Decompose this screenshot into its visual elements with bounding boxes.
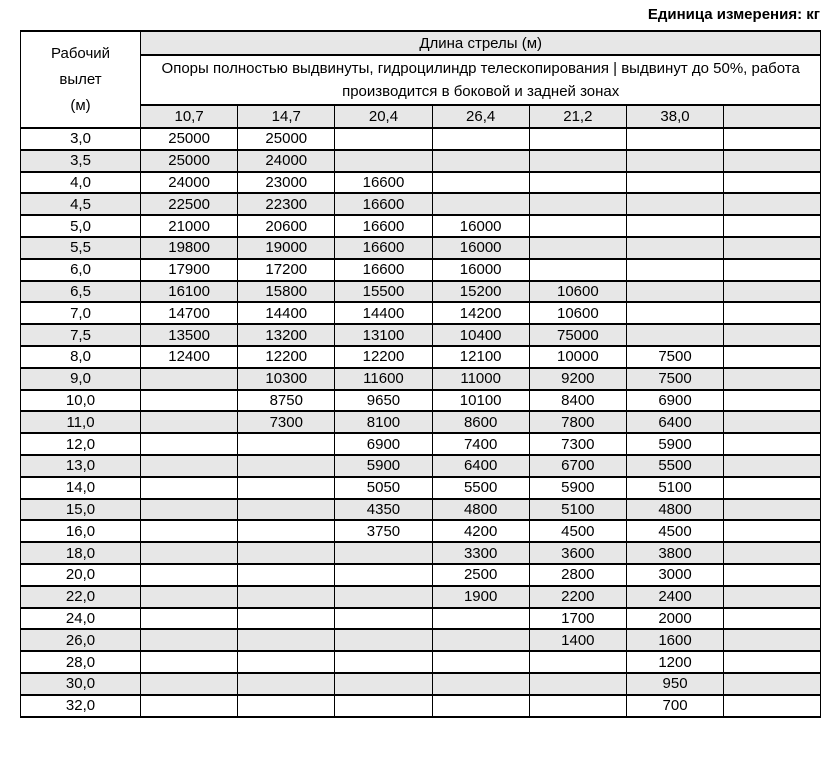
load-value-cell: 5900 xyxy=(626,433,723,455)
load-value-cell xyxy=(724,193,821,215)
load-value-cell xyxy=(724,390,821,412)
load-value-cell xyxy=(529,673,626,695)
load-value-cell: 6900 xyxy=(335,433,432,455)
load-value-cell xyxy=(724,542,821,564)
table-row xyxy=(21,477,821,499)
working-reach-cell: 13,0 xyxy=(21,455,141,477)
load-value-cell: 13500 xyxy=(141,324,238,346)
working-reach-cell: 24,0 xyxy=(21,608,141,630)
load-value-cell: 4800 xyxy=(432,499,529,521)
load-value-cell xyxy=(335,695,432,717)
load-value-cell: 6400 xyxy=(626,411,723,433)
working-reach-cell: 28,0 xyxy=(21,651,141,673)
load-value-cell: 20600 xyxy=(238,215,335,237)
table-row xyxy=(21,324,821,346)
load-value-cell xyxy=(529,237,626,259)
load-value-cell xyxy=(529,695,626,717)
load-value-cell xyxy=(626,259,723,281)
boom-length-column-header: 38,0 xyxy=(626,105,723,128)
working-reach-cell: 6,0 xyxy=(21,259,141,281)
load-value-cell xyxy=(724,499,821,521)
load-value-cell: 950 xyxy=(626,673,723,695)
load-value-cell: 6900 xyxy=(626,390,723,412)
load-value-cell xyxy=(724,281,821,303)
load-value-cell: 4200 xyxy=(432,520,529,542)
table-row xyxy=(21,346,821,368)
load-value-cell xyxy=(724,455,821,477)
load-value-cell xyxy=(335,586,432,608)
load-value-cell: 15200 xyxy=(432,281,529,303)
load-value-cell: 6700 xyxy=(529,455,626,477)
load-value-cell: 5900 xyxy=(529,477,626,499)
boom-length-column-header: 21,2 xyxy=(529,105,626,128)
table-row xyxy=(21,499,821,521)
load-value-cell xyxy=(724,368,821,390)
boom-length-column-header: 10,7 xyxy=(141,105,238,128)
load-value-cell: 15500 xyxy=(335,281,432,303)
load-value-cell: 12100 xyxy=(432,346,529,368)
table-row xyxy=(21,368,821,390)
load-value-cell: 25000 xyxy=(238,128,335,150)
load-value-cell xyxy=(432,128,529,150)
load-value-cell xyxy=(432,193,529,215)
working-reach-cell: 3,5 xyxy=(21,150,141,172)
table-row xyxy=(21,433,821,455)
load-value-cell xyxy=(238,520,335,542)
load-value-cell xyxy=(724,564,821,586)
load-value-cell xyxy=(724,324,821,346)
load-value-cell xyxy=(724,237,821,259)
working-reach-cell: 16,0 xyxy=(21,520,141,542)
load-value-cell xyxy=(238,542,335,564)
load-value-cell: 7500 xyxy=(626,346,723,368)
load-value-cell: 24000 xyxy=(141,172,238,194)
load-value-cell xyxy=(238,695,335,717)
load-value-cell: 14700 xyxy=(141,302,238,324)
load-value-cell: 19800 xyxy=(141,237,238,259)
load-value-cell: 16600 xyxy=(335,237,432,259)
load-value-cell: 10400 xyxy=(432,324,529,346)
load-value-cell xyxy=(141,433,238,455)
boom-length-values-row xyxy=(21,105,821,128)
load-value-cell xyxy=(626,172,723,194)
load-value-cell xyxy=(238,433,335,455)
load-value-cell xyxy=(724,651,821,673)
load-value-cell: 1400 xyxy=(529,629,626,651)
working-reach-cell: 9,0 xyxy=(21,368,141,390)
table-row xyxy=(21,215,821,237)
load-value-cell xyxy=(238,564,335,586)
load-value-cell xyxy=(432,695,529,717)
load-value-cell: 16000 xyxy=(432,237,529,259)
working-reach-cell: 22,0 xyxy=(21,586,141,608)
load-value-cell xyxy=(724,346,821,368)
load-value-cell: 7500 xyxy=(626,368,723,390)
load-value-cell: 700 xyxy=(626,695,723,717)
working-reach-cell: 7,0 xyxy=(21,302,141,324)
load-value-cell: 9650 xyxy=(335,390,432,412)
working-reach-header-line1: Рабочий xyxy=(50,44,111,62)
load-value-cell: 6400 xyxy=(432,455,529,477)
load-value-cell xyxy=(529,128,626,150)
load-value-cell: 8400 xyxy=(529,390,626,412)
load-value-cell: 3000 xyxy=(626,564,723,586)
load-value-cell xyxy=(141,477,238,499)
load-value-cell: 16000 xyxy=(432,215,529,237)
load-value-cell xyxy=(724,695,821,717)
table-row xyxy=(21,150,821,172)
load-value-cell xyxy=(529,193,626,215)
load-value-cell: 16100 xyxy=(141,281,238,303)
load-value-cell xyxy=(724,172,821,194)
working-reach-header-line2: вылет xyxy=(59,70,102,88)
load-value-cell: 2200 xyxy=(529,586,626,608)
load-value-cell xyxy=(141,520,238,542)
load-value-cell xyxy=(335,128,432,150)
load-value-cell: 12200 xyxy=(238,346,335,368)
load-value-cell xyxy=(724,608,821,630)
load-value-cell xyxy=(141,390,238,412)
load-value-cell: 5100 xyxy=(529,499,626,521)
working-reach-cell: 8,0 xyxy=(21,346,141,368)
table-row xyxy=(21,586,821,608)
load-value-cell: 4500 xyxy=(626,520,723,542)
load-value-cell: 1200 xyxy=(626,651,723,673)
load-value-cell xyxy=(141,455,238,477)
load-value-cell: 10600 xyxy=(529,302,626,324)
working-reach-cell: 10,0 xyxy=(21,390,141,412)
load-value-cell xyxy=(529,651,626,673)
load-value-cell xyxy=(724,411,821,433)
load-value-cell: 7300 xyxy=(238,411,335,433)
load-value-cell xyxy=(141,673,238,695)
load-value-cell xyxy=(141,368,238,390)
load-value-cell xyxy=(626,128,723,150)
load-value-cell xyxy=(238,455,335,477)
outrigger-condition-header: Опоры полностью выдвинуты, гидроцилиндр телескопирования | выдвинут до 50%, работа производится в боковой и задней зонах xyxy=(141,55,821,105)
working-reach-cell: 11,0 xyxy=(21,411,141,433)
load-value-cell xyxy=(141,586,238,608)
load-value-cell: 13200 xyxy=(238,324,335,346)
load-value-cell xyxy=(141,542,238,564)
load-capacity-table xyxy=(20,30,821,718)
load-value-cell: 7300 xyxy=(529,433,626,455)
unit-of-measure-label: Единица измерения: кг xyxy=(647,6,820,23)
load-value-cell xyxy=(626,150,723,172)
load-value-cell: 16600 xyxy=(335,259,432,281)
load-value-cell: 5900 xyxy=(335,455,432,477)
working-reach-cell: 4,5 xyxy=(21,193,141,215)
table-row xyxy=(21,564,821,586)
load-value-cell xyxy=(432,150,529,172)
load-value-cell xyxy=(432,651,529,673)
load-value-cell: 9200 xyxy=(529,368,626,390)
load-value-cell xyxy=(626,193,723,215)
load-value-cell: 14200 xyxy=(432,302,529,324)
table-row xyxy=(21,193,821,215)
load-value-cell: 1900 xyxy=(432,586,529,608)
table-row xyxy=(21,542,821,564)
table-row xyxy=(21,259,821,281)
working-reach-cell: 14,0 xyxy=(21,477,141,499)
load-value-cell xyxy=(529,172,626,194)
load-value-cell: 14400 xyxy=(335,302,432,324)
table-row xyxy=(21,302,821,324)
load-value-cell: 8750 xyxy=(238,390,335,412)
load-value-cell: 25000 xyxy=(141,150,238,172)
load-values-body xyxy=(21,128,821,717)
load-value-cell xyxy=(238,586,335,608)
load-value-cell: 10600 xyxy=(529,281,626,303)
load-value-cell xyxy=(626,281,723,303)
load-value-cell: 21000 xyxy=(141,215,238,237)
load-value-cell: 11000 xyxy=(432,368,529,390)
load-value-cell: 1700 xyxy=(529,608,626,630)
load-value-cell: 2400 xyxy=(626,586,723,608)
load-value-cell: 4800 xyxy=(626,499,723,521)
load-value-cell: 16600 xyxy=(335,193,432,215)
load-value-cell xyxy=(724,215,821,237)
load-value-cell: 14400 xyxy=(238,302,335,324)
load-value-cell: 10000 xyxy=(529,346,626,368)
table-row xyxy=(21,608,821,630)
table-row xyxy=(21,172,821,194)
working-reach-cell: 30,0 xyxy=(21,673,141,695)
load-value-cell xyxy=(529,215,626,237)
load-value-cell: 2000 xyxy=(626,608,723,630)
load-value-cell xyxy=(626,324,723,346)
load-value-cell xyxy=(335,608,432,630)
load-value-cell: 8600 xyxy=(432,411,529,433)
load-value-cell xyxy=(238,608,335,630)
load-value-cell xyxy=(141,608,238,630)
table-row xyxy=(21,281,821,303)
table-row xyxy=(21,455,821,477)
boom-length-header: Длина стрелы (м) xyxy=(141,31,821,55)
load-value-cell: 7800 xyxy=(529,411,626,433)
load-value-cell xyxy=(335,673,432,695)
working-reach-cell: 5,5 xyxy=(21,237,141,259)
working-reach-cell: 20,0 xyxy=(21,564,141,586)
table-row xyxy=(21,651,821,673)
load-value-cell: 11600 xyxy=(335,368,432,390)
working-reach-cell: 6,5 xyxy=(21,281,141,303)
load-value-cell xyxy=(724,520,821,542)
load-value-cell xyxy=(432,608,529,630)
working-reach-cell: 7,5 xyxy=(21,324,141,346)
load-value-cell xyxy=(238,673,335,695)
load-value-cell: 3800 xyxy=(626,542,723,564)
load-value-cell xyxy=(724,629,821,651)
load-value-cell xyxy=(238,629,335,651)
load-value-cell: 17200 xyxy=(238,259,335,281)
load-value-cell: 5050 xyxy=(335,477,432,499)
load-value-cell xyxy=(529,259,626,281)
boom-length-column-header: 14,7 xyxy=(238,105,335,128)
load-value-cell xyxy=(238,499,335,521)
load-value-cell xyxy=(141,411,238,433)
load-value-cell xyxy=(724,259,821,281)
table-row xyxy=(21,695,821,717)
load-value-cell: 2500 xyxy=(432,564,529,586)
load-value-cell: 13100 xyxy=(335,324,432,346)
load-value-cell: 15800 xyxy=(238,281,335,303)
load-value-cell xyxy=(335,651,432,673)
load-value-cell xyxy=(141,499,238,521)
load-value-cell: 10100 xyxy=(432,390,529,412)
load-value-cell xyxy=(141,629,238,651)
load-value-cell xyxy=(626,237,723,259)
load-value-cell xyxy=(432,629,529,651)
load-value-cell: 4500 xyxy=(529,520,626,542)
working-reach-cell: 15,0 xyxy=(21,499,141,521)
load-value-cell: 22300 xyxy=(238,193,335,215)
table-row xyxy=(21,237,821,259)
load-value-cell xyxy=(141,695,238,717)
load-value-cell xyxy=(724,586,821,608)
load-value-cell: 23000 xyxy=(238,172,335,194)
load-value-cell: 12400 xyxy=(141,346,238,368)
load-value-cell xyxy=(238,651,335,673)
load-value-cell: 5100 xyxy=(626,477,723,499)
boom-length-column-header xyxy=(724,105,821,128)
load-value-cell: 5500 xyxy=(432,477,529,499)
load-value-cell xyxy=(335,564,432,586)
load-value-cell: 7400 xyxy=(432,433,529,455)
load-value-cell: 10300 xyxy=(238,368,335,390)
load-value-cell: 2800 xyxy=(529,564,626,586)
working-reach-cell: 4,0 xyxy=(21,172,141,194)
table-row xyxy=(21,673,821,695)
load-value-cell xyxy=(724,128,821,150)
load-value-cell xyxy=(724,150,821,172)
load-value-cell xyxy=(626,302,723,324)
load-value-cell xyxy=(724,477,821,499)
load-value-cell xyxy=(626,215,723,237)
load-value-cell xyxy=(141,651,238,673)
load-value-cell: 16600 xyxy=(335,172,432,194)
table-row xyxy=(21,629,821,651)
load-value-cell: 5500 xyxy=(626,455,723,477)
table-row xyxy=(21,390,821,412)
boom-length-column-header: 20,4 xyxy=(335,105,432,128)
load-value-cell xyxy=(432,172,529,194)
working-reach-cell: 18,0 xyxy=(21,542,141,564)
working-reach-cell: 5,0 xyxy=(21,215,141,237)
table-row xyxy=(21,411,821,433)
load-value-cell: 1600 xyxy=(626,629,723,651)
boom-length-column-header: 26,4 xyxy=(432,105,529,128)
load-value-cell xyxy=(238,477,335,499)
working-reach-cell: 12,0 xyxy=(21,433,141,455)
load-value-cell: 75000 xyxy=(529,324,626,346)
load-value-cell xyxy=(335,629,432,651)
load-value-cell: 3600 xyxy=(529,542,626,564)
boom-length-title-row xyxy=(21,31,821,55)
load-value-cell xyxy=(529,150,626,172)
working-reach-cell: 26,0 xyxy=(21,629,141,651)
load-value-cell xyxy=(432,673,529,695)
load-value-cell xyxy=(335,542,432,564)
load-value-cell: 24000 xyxy=(238,150,335,172)
load-value-cell: 19000 xyxy=(238,237,335,259)
load-value-cell: 25000 xyxy=(141,128,238,150)
load-value-cell: 3300 xyxy=(432,542,529,564)
load-value-cell: 17900 xyxy=(141,259,238,281)
load-value-cell: 16000 xyxy=(432,259,529,281)
load-value-cell xyxy=(724,302,821,324)
working-reach-cell: 32,0 xyxy=(21,695,141,717)
load-value-cell xyxy=(724,673,821,695)
load-value-cell xyxy=(335,150,432,172)
working-reach-cell: 3,0 xyxy=(21,128,141,150)
load-value-cell: 4350 xyxy=(335,499,432,521)
working-reach-header xyxy=(21,31,141,128)
load-value-cell xyxy=(724,433,821,455)
load-value-cell: 8100 xyxy=(335,411,432,433)
load-value-cell: 3750 xyxy=(335,520,432,542)
load-value-cell: 16600 xyxy=(335,215,432,237)
table-row xyxy=(21,520,821,542)
table-row xyxy=(21,128,821,150)
load-value-cell: 22500 xyxy=(141,193,238,215)
load-value-cell xyxy=(141,564,238,586)
outrigger-condition-row xyxy=(21,55,821,105)
working-reach-header-line3: (м) xyxy=(70,96,91,114)
load-value-cell: 12200 xyxy=(335,346,432,368)
